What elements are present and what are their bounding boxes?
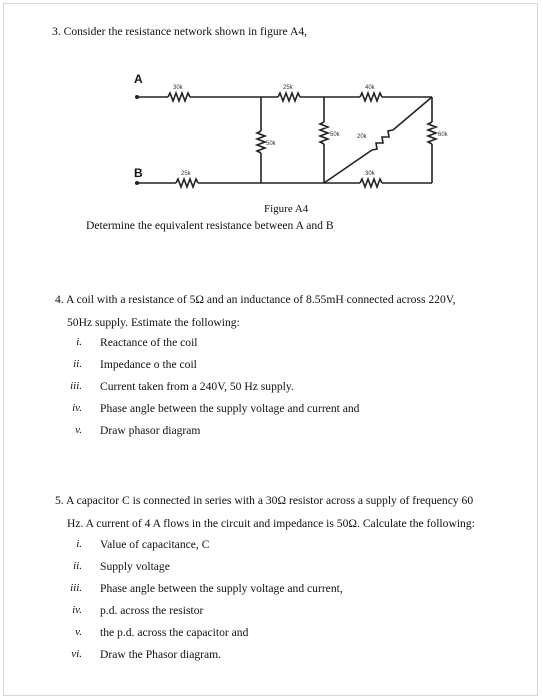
q4-item-text: Phase angle between the supply voltage and current and <box>100 402 360 415</box>
q4-item-num: iv. <box>72 402 82 414</box>
q4-item-text: Draw phasor diagram <box>100 424 201 437</box>
resistor-30k-bottom <box>360 179 382 187</box>
q5-item-num: i. <box>76 538 82 550</box>
q3-text: 3. Consider the resistance network shown in figure A4, <box>52 25 308 38</box>
q4-item-num: i. <box>76 336 82 348</box>
resistor-25k-top <box>278 93 300 101</box>
node-a-label: A <box>134 72 143 86</box>
figure-a4-circuit <box>0 0 543 220</box>
q5-item-text: Supply voltage <box>100 560 170 573</box>
label-r-mid-left: 50k <box>266 141 276 147</box>
q4-item-num: ii. <box>73 358 82 370</box>
q4-line2: 50Hz supply. Estimate the following: <box>67 316 240 329</box>
label-r-bot2: 30k <box>365 171 375 177</box>
q4-item-num: iii. <box>70 380 82 392</box>
q5-item-num: iii. <box>70 582 82 594</box>
resistor-50k-left <box>257 131 265 153</box>
q4-item-text: Impedance o the coil <box>100 358 197 371</box>
label-r-top2: 25k <box>283 85 293 91</box>
label-r-bot1: 25k <box>181 171 191 177</box>
q5-item-text: p.d. across the resistor <box>100 604 204 617</box>
resistor-50k-inner <box>320 122 328 144</box>
label-r-right: 60k <box>438 132 448 138</box>
node-b-terminal <box>135 181 139 185</box>
q5-line2: Hz. A current of 4 A flows in the circuit and impedance is 50Ω. Calculate the following: <box>67 517 475 530</box>
q5-item-text: Value of capacitance, C <box>100 538 210 551</box>
q5-item-text: Draw the Phasor diagram. <box>100 648 222 661</box>
q5-item-num: v. <box>75 626 82 638</box>
q5-item-num: iv. <box>72 604 82 616</box>
q5-item-num: ii. <box>73 560 82 572</box>
label-r-top3: 40k <box>365 85 375 91</box>
resistor-20k-diagonal <box>372 130 393 150</box>
node-a-terminal <box>135 95 139 99</box>
q3-instruction: Determine the equivalent resistance between A and B <box>86 219 334 232</box>
label-r-diag: 20k <box>357 134 367 140</box>
resistor-40k-top <box>360 93 382 101</box>
q4-item-text: Current taken from a 240V, 50 Hz supply. <box>100 380 294 393</box>
figure-caption: Figure A4 <box>264 203 309 215</box>
q5-item-num: vi. <box>71 648 82 660</box>
q5-line1: 5. A capacitor C is connected in series with a 30Ω resistor across a supply of frequency 60 <box>55 494 474 507</box>
q4-line1: 4. A coil with a resistance of 5Ω and an inductance of 8.55mH connected across 220V, <box>55 293 456 306</box>
q4-item-text: Reactance of the coil <box>100 336 198 349</box>
label-r-top1: 30k <box>173 85 183 91</box>
label-r-mid-inner: 50k <box>330 132 340 138</box>
resistor-25k-bottom <box>176 179 198 187</box>
q5-item-text: the p.d. across the capacitor and <box>100 626 249 639</box>
q5-item-text: Phase angle between the supply voltage and current, <box>100 582 343 595</box>
resistor-60k-right <box>428 122 436 144</box>
q4-item-num: v. <box>75 424 82 436</box>
resistor-30k-top <box>168 93 190 101</box>
node-b-label: B <box>134 166 143 180</box>
